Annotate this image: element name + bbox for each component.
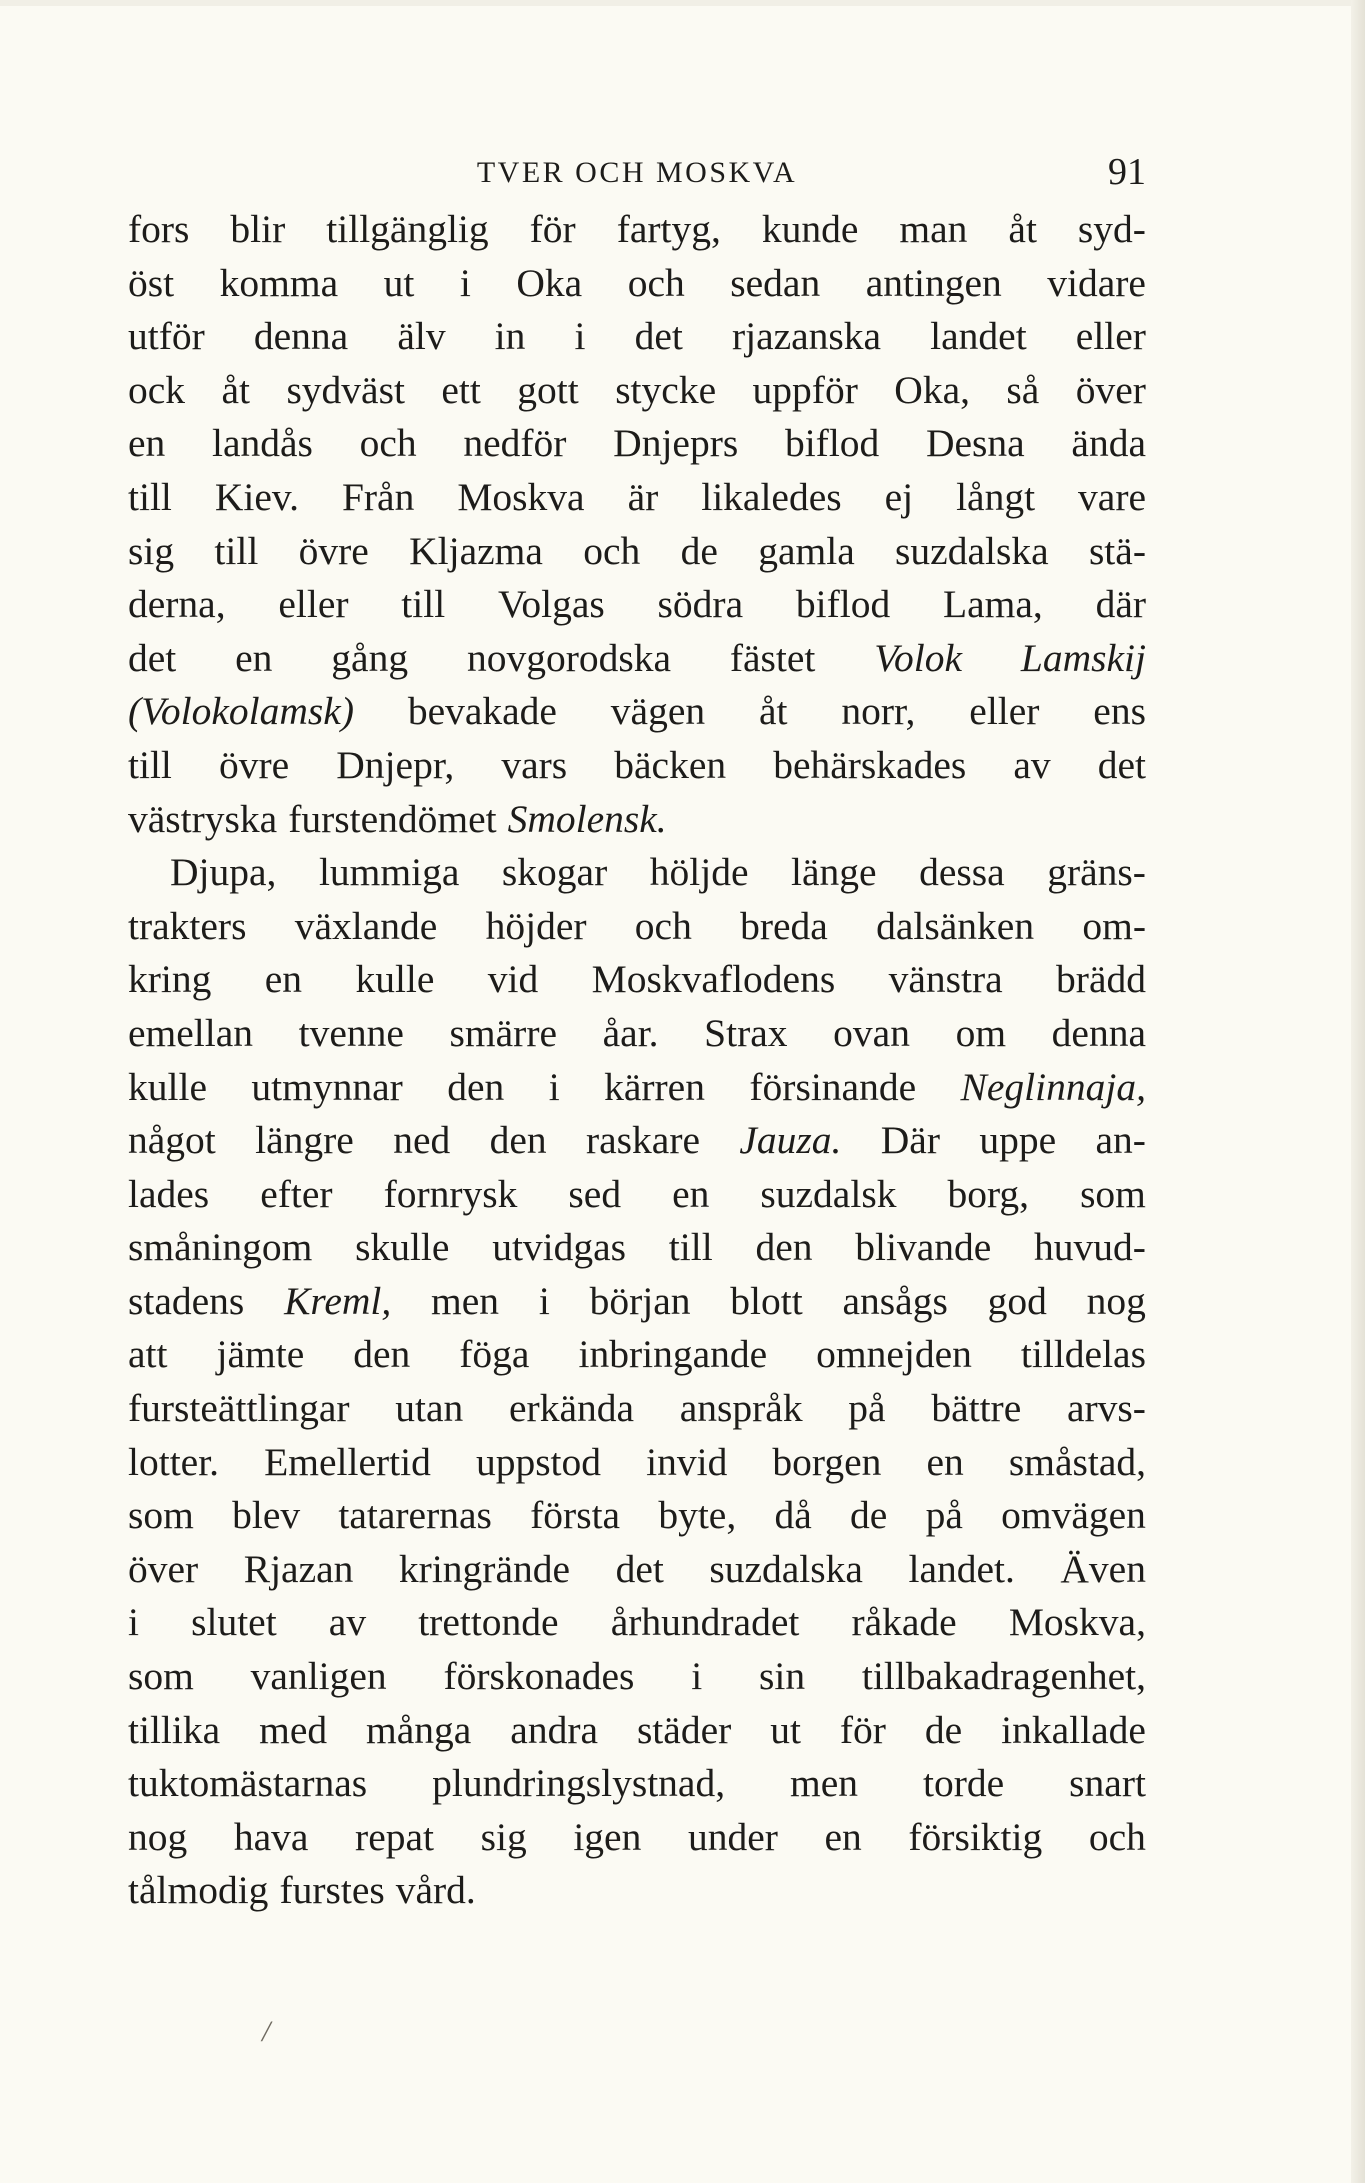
word: utvidgas <box>492 1225 627 1270</box>
word: igen <box>573 1814 642 1859</box>
word: är <box>627 474 659 519</box>
word: raskare <box>586 1118 701 1163</box>
word: behärskades <box>773 742 967 787</box>
word: i <box>128 1600 139 1645</box>
word: kring <box>128 957 212 1002</box>
word: småstad, <box>1008 1439 1146 1484</box>
word: växlande <box>294 903 438 948</box>
word: i <box>691 1654 703 1699</box>
word: i <box>459 260 471 305</box>
text-line <box>128 1221 1146 1275</box>
word: i <box>548 1064 560 1109</box>
word: fors <box>128 207 190 251</box>
word: för <box>529 207 576 251</box>
word: de <box>924 1707 963 1752</box>
word: biflod <box>784 421 880 466</box>
word: åt <box>758 689 788 734</box>
word: det <box>1097 742 1146 787</box>
word: för <box>839 1707 886 1752</box>
text-line <box>128 1650 1146 1704</box>
text-line <box>128 1543 1146 1597</box>
word: fornrysk <box>383 1171 518 1216</box>
word: breda <box>740 903 828 948</box>
word: uppför <box>752 367 858 412</box>
word: så <box>1006 367 1040 412</box>
italic-word: Jauza. <box>739 1118 842 1163</box>
word: repat <box>355 1814 434 1859</box>
word: bevakade <box>407 689 557 734</box>
word: som <box>128 1654 194 1699</box>
word: sed <box>568 1171 622 1216</box>
word: långt <box>956 474 1036 519</box>
word: tuktomästarnas <box>128 1761 368 1806</box>
word: utför <box>128 314 205 359</box>
word: över <box>128 1546 199 1591</box>
running-head <box>128 150 1146 200</box>
word: åt <box>1008 207 1037 251</box>
word: andra <box>510 1707 598 1752</box>
word: höljde <box>649 850 749 895</box>
word: ej <box>884 474 914 519</box>
word: och <box>359 421 417 466</box>
word: dalsänken <box>876 903 1035 948</box>
word: till <box>401 582 446 627</box>
word: furstes <box>279 1868 385 1913</box>
word: kulle <box>128 1064 207 1109</box>
word: gräns- <box>1047 850 1146 895</box>
word: till <box>128 474 172 519</box>
word: till <box>668 1225 713 1270</box>
word: städer <box>636 1707 732 1752</box>
word: Moskva <box>457 474 585 519</box>
page-top-edge <box>0 0 1365 6</box>
word: en <box>926 1439 964 1484</box>
word: till <box>128 742 172 787</box>
word: eller <box>1075 314 1146 359</box>
word: att <box>128 1332 168 1377</box>
text-line <box>128 203 1146 257</box>
word: trettonde <box>418 1600 559 1645</box>
word: trakters <box>128 903 247 948</box>
word: råkade <box>851 1600 957 1645</box>
word: då <box>774 1493 812 1538</box>
word: höjder <box>485 903 587 948</box>
word: men <box>431 1278 500 1323</box>
word: föga <box>459 1332 530 1377</box>
word: som <box>1080 1171 1146 1216</box>
word: västryska <box>128 796 278 841</box>
word: nedför <box>463 421 567 466</box>
text-line <box>128 578 1146 632</box>
word: där <box>1095 582 1146 627</box>
text-line <box>128 1596 1146 1650</box>
word: Dnjepr, <box>336 742 455 787</box>
word: skogar <box>501 850 608 895</box>
word: åar. <box>602 1010 659 1055</box>
word: den <box>447 1064 505 1109</box>
text-line <box>128 1114 1146 1168</box>
italic-word: Kreml, <box>284 1278 392 1323</box>
text-line <box>128 417 1146 471</box>
word: Emellertid <box>264 1439 431 1484</box>
word: blivande <box>855 1225 992 1270</box>
word: över <box>1075 367 1146 412</box>
word: lummiga <box>318 850 460 895</box>
word: denna <box>253 314 349 359</box>
word: tatarernas <box>338 1493 492 1538</box>
word: många <box>366 1707 472 1752</box>
word: tålmodig <box>128 1868 269 1913</box>
word: södra <box>657 582 744 627</box>
word: sig <box>480 1814 527 1859</box>
word: suzdalska <box>895 528 1049 573</box>
word: av <box>328 1600 367 1645</box>
word: ända <box>1071 421 1146 466</box>
word: tillika <box>128 1707 221 1752</box>
word: invid <box>646 1439 728 1484</box>
text-line <box>128 1382 1146 1436</box>
word: denna <box>1051 1010 1146 1055</box>
text-line <box>128 1704 1146 1758</box>
word: och <box>627 260 685 305</box>
word: anspråk <box>679 1386 803 1431</box>
word: Moskva, <box>1008 1600 1146 1645</box>
word: övre <box>298 528 369 573</box>
text-line <box>128 1864 1146 1918</box>
stray-pencil-mark: / <box>262 2015 271 2048</box>
word: en <box>672 1171 710 1216</box>
word: och <box>583 528 641 573</box>
word: nog <box>1086 1278 1146 1323</box>
body-text <box>128 203 1146 1918</box>
word: an- <box>1095 1118 1146 1163</box>
text-line <box>128 953 1146 1007</box>
word: syd- <box>1077 207 1146 251</box>
word: gott <box>517 367 579 412</box>
word: sin <box>758 1654 806 1699</box>
word: Volgas <box>497 582 605 627</box>
word: nog <box>128 1814 188 1859</box>
word: vård. <box>395 1868 476 1913</box>
word: tillbakadragenhet, <box>861 1654 1146 1699</box>
word: omnejden <box>816 1332 972 1377</box>
word: om <box>955 1010 1007 1055</box>
word: blott <box>730 1278 803 1323</box>
word: gång <box>331 635 409 680</box>
word: vid <box>487 957 539 1002</box>
word: älv <box>397 314 446 359</box>
word: i <box>574 314 586 359</box>
word: eller <box>969 689 1040 734</box>
word: kringrände <box>398 1546 571 1591</box>
text-line <box>128 1168 1146 1222</box>
word: en <box>235 635 273 680</box>
word: Djupa, <box>170 850 277 895</box>
word: gamla <box>758 528 855 573</box>
text-line <box>128 471 1146 525</box>
word: som <box>128 1493 194 1538</box>
text-line <box>128 685 1146 739</box>
text-line <box>128 1489 1146 1543</box>
word: derna, <box>128 582 226 627</box>
word: åt <box>221 367 250 412</box>
word: längre <box>255 1118 354 1163</box>
word: fartyg, <box>616 207 721 251</box>
word: ansågs <box>842 1278 948 1323</box>
word: efter <box>260 1171 333 1216</box>
word: arvs- <box>1066 1386 1146 1431</box>
word: smärre <box>449 1010 558 1055</box>
text-line <box>128 793 1146 847</box>
word: Kiev. <box>214 474 299 519</box>
word: kulle <box>355 957 435 1002</box>
word: vars <box>501 742 568 787</box>
word: uppstod <box>475 1439 602 1484</box>
word: Desna <box>926 421 1025 466</box>
text-line <box>128 739 1146 793</box>
word: man <box>899 207 968 251</box>
word: ut <box>383 260 415 305</box>
word: stä- <box>1088 528 1146 573</box>
word: vanligen <box>250 1654 387 1699</box>
word: en <box>824 1814 862 1859</box>
word: bäcken <box>614 742 727 787</box>
text-line <box>128 900 1146 954</box>
word: det <box>615 1546 664 1591</box>
word: huvud- <box>1034 1225 1146 1270</box>
word: sydväst <box>286 367 405 412</box>
word: Oka, <box>894 367 970 412</box>
word: dessa <box>919 850 1005 895</box>
word: uppe <box>979 1118 1057 1163</box>
text-line <box>128 1436 1146 1490</box>
word: på <box>848 1386 886 1431</box>
word: emellan <box>128 1010 254 1055</box>
word: till <box>214 528 259 573</box>
word: en <box>128 421 166 466</box>
word: lotter. <box>128 1439 220 1484</box>
word: snart <box>1069 1761 1146 1806</box>
word: stadens <box>128 1278 245 1323</box>
text-line <box>128 310 1146 364</box>
text-line <box>128 1757 1146 1811</box>
word: Där <box>880 1118 940 1163</box>
word: suzdalska <box>709 1546 863 1591</box>
word: borgen <box>772 1439 882 1484</box>
word: furstendömet <box>288 796 497 841</box>
word: öst <box>128 260 175 305</box>
word: försiktig <box>908 1814 1043 1859</box>
word: in <box>494 314 526 359</box>
word: om- <box>1082 903 1146 948</box>
italic-word: Neglinnaja, <box>960 1064 1146 1109</box>
word: eller <box>278 582 349 627</box>
word: i <box>538 1278 550 1323</box>
word: sig <box>128 528 175 573</box>
text-line <box>128 525 1146 579</box>
word: Kljazma <box>409 528 543 573</box>
word: och <box>1088 1814 1146 1859</box>
word: tillgänglig <box>326 207 489 251</box>
word: likaledes <box>701 474 842 519</box>
word: och <box>634 903 692 948</box>
word: byte, <box>658 1493 737 1538</box>
word: norr, <box>841 689 916 734</box>
word: förskonades <box>443 1654 635 1699</box>
italic-word: Lamskij <box>1020 635 1146 680</box>
word: stycke <box>615 367 717 412</box>
word: kunde <box>761 207 859 251</box>
word: fästet <box>729 635 816 680</box>
word: under <box>687 1814 778 1859</box>
text-line <box>128 1811 1146 1865</box>
word: Även <box>1060 1546 1146 1591</box>
word: bättre <box>931 1386 1022 1431</box>
word: ens <box>1093 689 1146 734</box>
word: blir <box>230 207 286 251</box>
word: men <box>790 1761 859 1806</box>
word: ovan <box>833 1010 910 1055</box>
word: inbringande <box>578 1332 768 1377</box>
italic-word: Smolensk. <box>507 796 667 841</box>
word: försinande <box>749 1064 917 1109</box>
text-line <box>128 1061 1146 1115</box>
word: biflod <box>795 582 891 627</box>
word: ut <box>770 1707 801 1752</box>
word: århundradet <box>610 1600 800 1645</box>
text-line <box>128 257 1146 311</box>
word: plundringslystnad, <box>432 1761 726 1806</box>
word: med <box>259 1707 328 1752</box>
word: det <box>128 635 177 680</box>
word: Dnjeprs <box>613 421 739 466</box>
word: god <box>987 1278 1047 1323</box>
word: de <box>850 1493 888 1538</box>
word: en <box>264 957 303 1002</box>
running-title: TVER OCH MOSKVA <box>476 156 798 189</box>
word: jämte <box>216 1332 305 1377</box>
word: vidare <box>1047 260 1146 305</box>
word: kärren <box>604 1064 705 1109</box>
word: tilldelas <box>1020 1332 1146 1377</box>
word: fursteättlingar <box>128 1386 350 1431</box>
word: suzdalsk <box>760 1171 897 1216</box>
word: på <box>925 1493 963 1538</box>
word: ett <box>441 367 481 412</box>
word: ned <box>393 1118 451 1163</box>
word: hava <box>233 1814 309 1859</box>
word: Rjazan <box>243 1546 354 1591</box>
word: slutet <box>191 1600 277 1645</box>
text-line <box>128 1007 1146 1061</box>
word: det <box>634 314 683 359</box>
word: Moskvaflodens <box>591 957 836 1002</box>
word: rjazanska <box>731 314 882 359</box>
word: landås <box>212 421 313 466</box>
word: den <box>353 1332 411 1377</box>
word: de <box>680 528 718 573</box>
word: erkända <box>509 1386 635 1431</box>
word: brädd <box>1056 957 1146 1002</box>
word: novgorodska <box>466 635 671 680</box>
word: komma <box>219 260 339 305</box>
word: Från <box>341 474 415 519</box>
word: av <box>1013 742 1051 787</box>
word: början <box>589 1278 691 1323</box>
word: vare <box>1078 474 1146 519</box>
word: vägen <box>610 689 706 734</box>
italic-word: (Volokolamsk) <box>128 689 354 734</box>
word: omvägen <box>1001 1493 1146 1538</box>
page-right-edge <box>1351 0 1365 2183</box>
word: vänstra <box>888 957 1003 1002</box>
word: sedan <box>730 260 821 305</box>
italic-word: Volok <box>874 635 963 680</box>
page-number: 91 <box>1108 151 1146 193</box>
word: länge <box>791 850 877 895</box>
word: utan <box>395 1386 464 1431</box>
word: Strax <box>704 1010 788 1055</box>
word: antingen <box>865 260 1002 305</box>
word: Lama, <box>943 582 1043 627</box>
word: Oka <box>516 260 583 305</box>
word: skulle <box>355 1225 450 1270</box>
word: övre <box>219 742 290 787</box>
word: den <box>755 1225 813 1270</box>
word: första <box>530 1493 621 1538</box>
text-line <box>128 364 1146 418</box>
word: torde <box>923 1761 1005 1806</box>
word: den <box>489 1118 547 1163</box>
word: lades <box>128 1171 210 1216</box>
word: något <box>128 1118 216 1163</box>
word: utmynnar <box>251 1064 403 1109</box>
word: tvenne <box>298 1010 404 1055</box>
word: landet. <box>908 1546 1015 1591</box>
word: landet <box>930 314 1027 359</box>
text-line <box>128 846 1146 900</box>
text-line <box>128 1275 1146 1329</box>
text-line <box>128 632 1146 686</box>
word: inkallade <box>1001 1707 1146 1752</box>
word: småningom <box>128 1225 313 1270</box>
word: borg, <box>947 1171 1030 1216</box>
word: blev <box>232 1493 301 1538</box>
text-line <box>128 1328 1146 1382</box>
word: ock <box>128 367 186 412</box>
